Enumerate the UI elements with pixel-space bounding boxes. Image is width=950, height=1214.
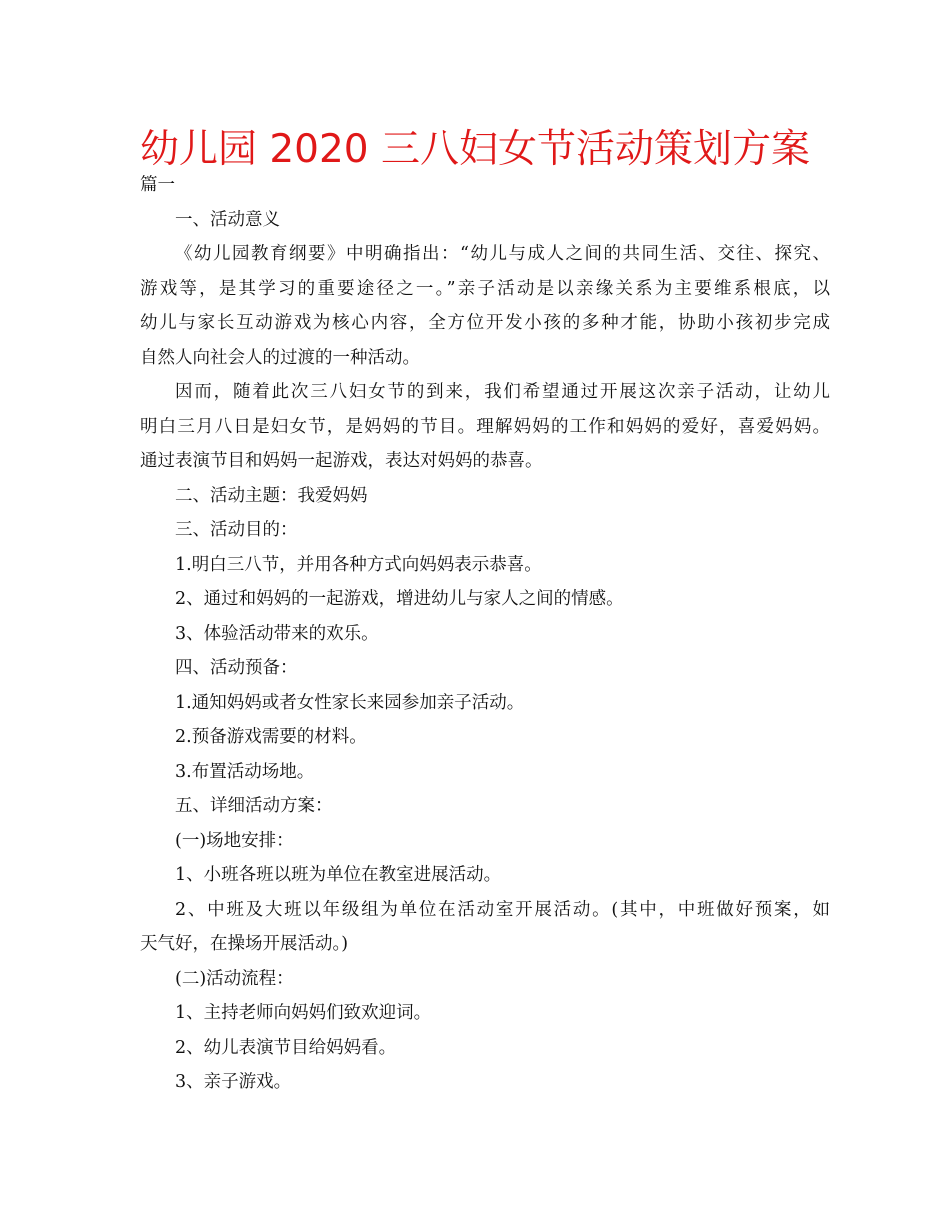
heading-activity-theme: 二、活动主题：我爱妈妈: [175, 485, 368, 506]
paragraph-row: 幼儿与家长互动游戏为核心内容，全方位开发小孩的多种才能，协助小孩初步完成: [140, 313, 830, 333]
heading-activity-goals: 三、活动目的：: [175, 520, 298, 540]
heading-detailed-plan: 五、详细活动方案：: [175, 796, 333, 816]
venue-item: [140, 893, 830, 962]
paragraph-row: 因而，随着此次三八妇女节的到来，我们希望通过开展这次亲子活动，让幼儿: [175, 382, 830, 402]
venue-item: 1、小班各班以班为单位在教室进展活动。: [175, 865, 502, 885]
document-body: [140, 168, 830, 1100]
paragraph-row: 游戏等，是其学习的重要途径之一。”亲子活动是以亲缘关系为主要维系根底，以: [140, 278, 830, 299]
paragraph-purpose: [140, 375, 830, 479]
paragraph-row: 明白三月八日是妇女节，是妈妈的节目。理解妈妈的工作和妈妈的爱好，喜爱妈妈。: [140, 416, 830, 437]
heading-activity-significance: 一、活动意义: [175, 209, 280, 230]
paragraph-significance: [140, 237, 830, 375]
paragraph-row: 天气好，在操场开展活动。): [140, 934, 349, 954]
flow-item: 2、幼儿表演节目给妈妈看。: [175, 1037, 397, 1058]
preparation-item: 3.布置活动场地。: [175, 761, 315, 782]
heading-activity-preparation: 四、活动预备：: [175, 658, 298, 678]
paragraph-row: 通过表演节目和妈妈一起游戏，表达对妈妈的恭喜。: [140, 451, 543, 471]
document-title: 幼儿园 2020 三八妇女节活动策划方案: [139, 127, 811, 172]
goal-item: 3、体验活动带来的欢乐。: [175, 623, 379, 644]
preparation-item: 2.预备游戏需要的材料。: [175, 727, 367, 747]
subheading-flow: (二)活动流程：: [175, 968, 294, 989]
goal-item: 1.明白三八节，并用各种方式向妈妈表示恭喜。: [175, 554, 542, 575]
goal-item: 2、通过和妈妈的一起游戏，增进幼儿与家人之间的情感。: [175, 589, 624, 609]
paragraph-row: 《幼儿园教育纲要》中明确指出：“幼儿与成人之间的共同生活、交往、探究、: [175, 244, 830, 264]
subheading-venue: (一)场地安排：: [175, 830, 294, 851]
flow-item: 3、亲子游戏。: [175, 1072, 292, 1092]
flow-item: 1、主持老师向妈妈们致欢迎词。: [175, 1003, 432, 1023]
paragraph-row: 2、中班及大班以年级组为单位在活动室开展活动。(其中，中班做好预案，如: [175, 899, 830, 920]
preparation-item: 1.通知妈妈或者女性家长来园参加亲子活动。: [175, 692, 525, 713]
section-label: 篇一: [140, 175, 175, 195]
paragraph-row: 自然人向社会人的过渡的一种活动。: [140, 347, 420, 368]
